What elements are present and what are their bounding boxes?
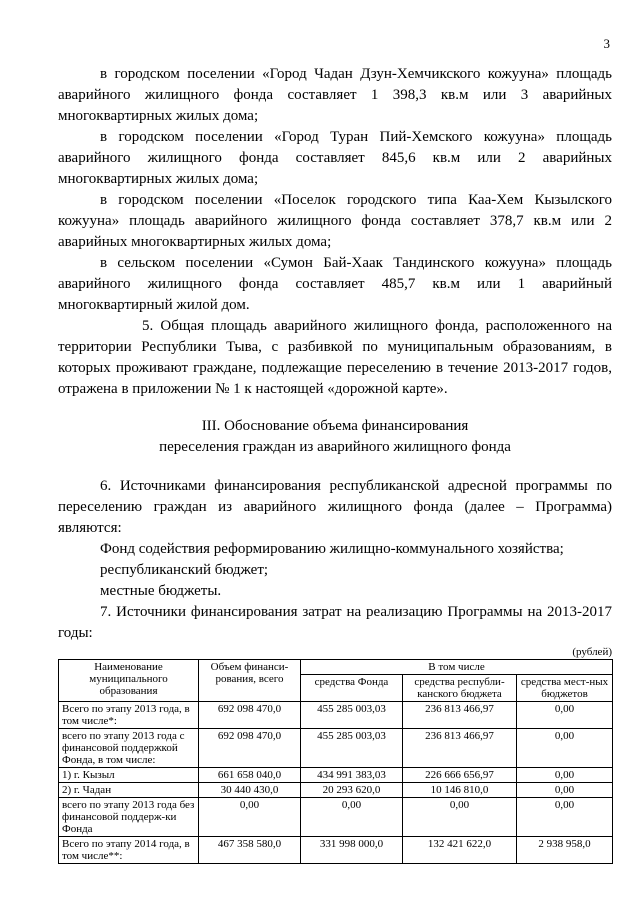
source-fund: Фонд содействия реформированию жилищно-коммунального хозяйства;: [100, 541, 564, 557]
table-row: [59, 837, 613, 864]
header-name: Наименование муниципального образования: [59, 660, 199, 702]
row-label: Всего по этапу 2013 года, в том числе*:: [59, 702, 199, 729]
cell-republic: 236 813 466,97: [403, 702, 517, 729]
cell-total: 661 658 040,0: [199, 768, 301, 783]
header-total: Объем финанси-рования, всего: [199, 660, 301, 702]
cell-republic: 0,00: [403, 798, 517, 837]
header-local: средства мест-ных бюджетов: [517, 675, 613, 702]
cell-local: 0,00: [517, 702, 613, 729]
cell-local: 0,00: [517, 783, 613, 798]
financing-table: [58, 659, 613, 864]
cell-local: 0,00: [517, 768, 613, 783]
cell-fund: 434 991 383,03: [301, 768, 403, 783]
paragraph-5: 5. Общая площадь аварийного жилищного фонда, расположенного на территории Республики Тыва, с разбивкой по муниципальным образованиям, в которых проживают граждане, подлежащие переселению в течение 2013-2017 годов, отражена в приложении № 1 к настоящей «дорожной карте».: [58, 318, 612, 397]
cell-total: 0,00: [199, 798, 301, 837]
cell-fund: 0,00: [301, 798, 403, 837]
cell-local: 0,00: [517, 798, 613, 837]
table-row: [59, 768, 613, 783]
cell-total: 692 098 470,0: [199, 729, 301, 768]
paragraph-bai-khaak: в сельском поселении «Сумон Бай-Хаак Тандинского кожууна» площадь аварийного жилищного фонда составляет 485,7 кв.м или 1 аварийный многоквартирный жилой дом.: [58, 255, 612, 313]
row-label: всего по этапу 2013 года без финансовой поддерж-ки Фонда: [59, 798, 199, 837]
section-heading: [58, 416, 612, 458]
table-row: [59, 783, 613, 798]
table-row: [59, 702, 613, 729]
section-heading-line-1: III. Обоснование объема финансирования: [201, 418, 469, 434]
cell-fund: 331 998 000,0: [301, 837, 403, 864]
paragraph-6: 6. Источниками финансирования республиканской адресной программы по переселению граждан из аварийного жилищного фонда (далее – Программа) являются:: [58, 478, 612, 536]
cell-local: 2 938 958,0: [517, 837, 613, 864]
paragraph-kaa-khem: в городском поселении «Поселок городского типа Каа-Хем Кызылского кожууна» площадь аварийного жилищного фонда составляет 378,7 кв.м или 2 аварийных многоквартирных жилых дома;: [58, 192, 612, 250]
cell-republic: 10 146 810,0: [403, 783, 517, 798]
page-number: 3: [603, 36, 610, 51]
cell-fund: 20 293 620,0: [301, 783, 403, 798]
paragraph-chadan: в городском поселении «Город Чадан Дзун-Хемчикского кожууна» площадь аварийного жилищного фонда составляет 1 398,3 кв.м или 3 аварийных многоквартирных жилых дома;: [58, 66, 612, 124]
cell-republic: 226 666 656,97: [403, 768, 517, 783]
table-row: [59, 798, 613, 837]
document-body: [58, 64, 612, 864]
paragraph-7: 7. Источники финансирования затрат на реализацию Программы на 2013-2017 годы:: [58, 604, 612, 641]
cell-local: 0,00: [517, 729, 613, 768]
cell-total: 30 440 430,0: [199, 783, 301, 798]
paragraph-turan: в городском поселении «Город Туран Пий-Хемского кожууна» площадь аварийного жилищного фонда составляет 845,6 кв.м или 2 аварийных многоквартирных жилых дома;: [58, 129, 612, 187]
cell-fund: 455 285 003,03: [301, 729, 403, 768]
cell-total: 467 358 580,0: [199, 837, 301, 864]
header-including: В том числе: [301, 660, 613, 675]
row-label: 2) г. Чадан: [59, 783, 199, 798]
cell-republic: 236 813 466,97: [403, 729, 517, 768]
source-local: местные бюджеты.: [100, 583, 222, 599]
row-label: всего по этапу 2013 года с финансовой поддержкой Фонда, в том числе:: [59, 729, 199, 768]
source-republic: республиканский бюджет;: [100, 562, 269, 578]
table-row: [59, 729, 613, 768]
header-fund: средства Фонда: [301, 675, 403, 702]
header-republic: средства республи-канского бюджета: [403, 675, 517, 702]
row-label: Всего по этапу 2014 года, в том числе**:: [59, 837, 199, 864]
row-label: 1) г. Кызыл: [59, 768, 199, 783]
cell-total: 692 098 470,0: [199, 702, 301, 729]
table-unit: (рублей): [572, 646, 612, 658]
cell-republic: 132 421 622,0: [403, 837, 517, 864]
section-heading-line-2: переселения граждан из аварийного жилищного фонда: [159, 439, 511, 455]
cell-fund: 455 285 003,03: [301, 702, 403, 729]
